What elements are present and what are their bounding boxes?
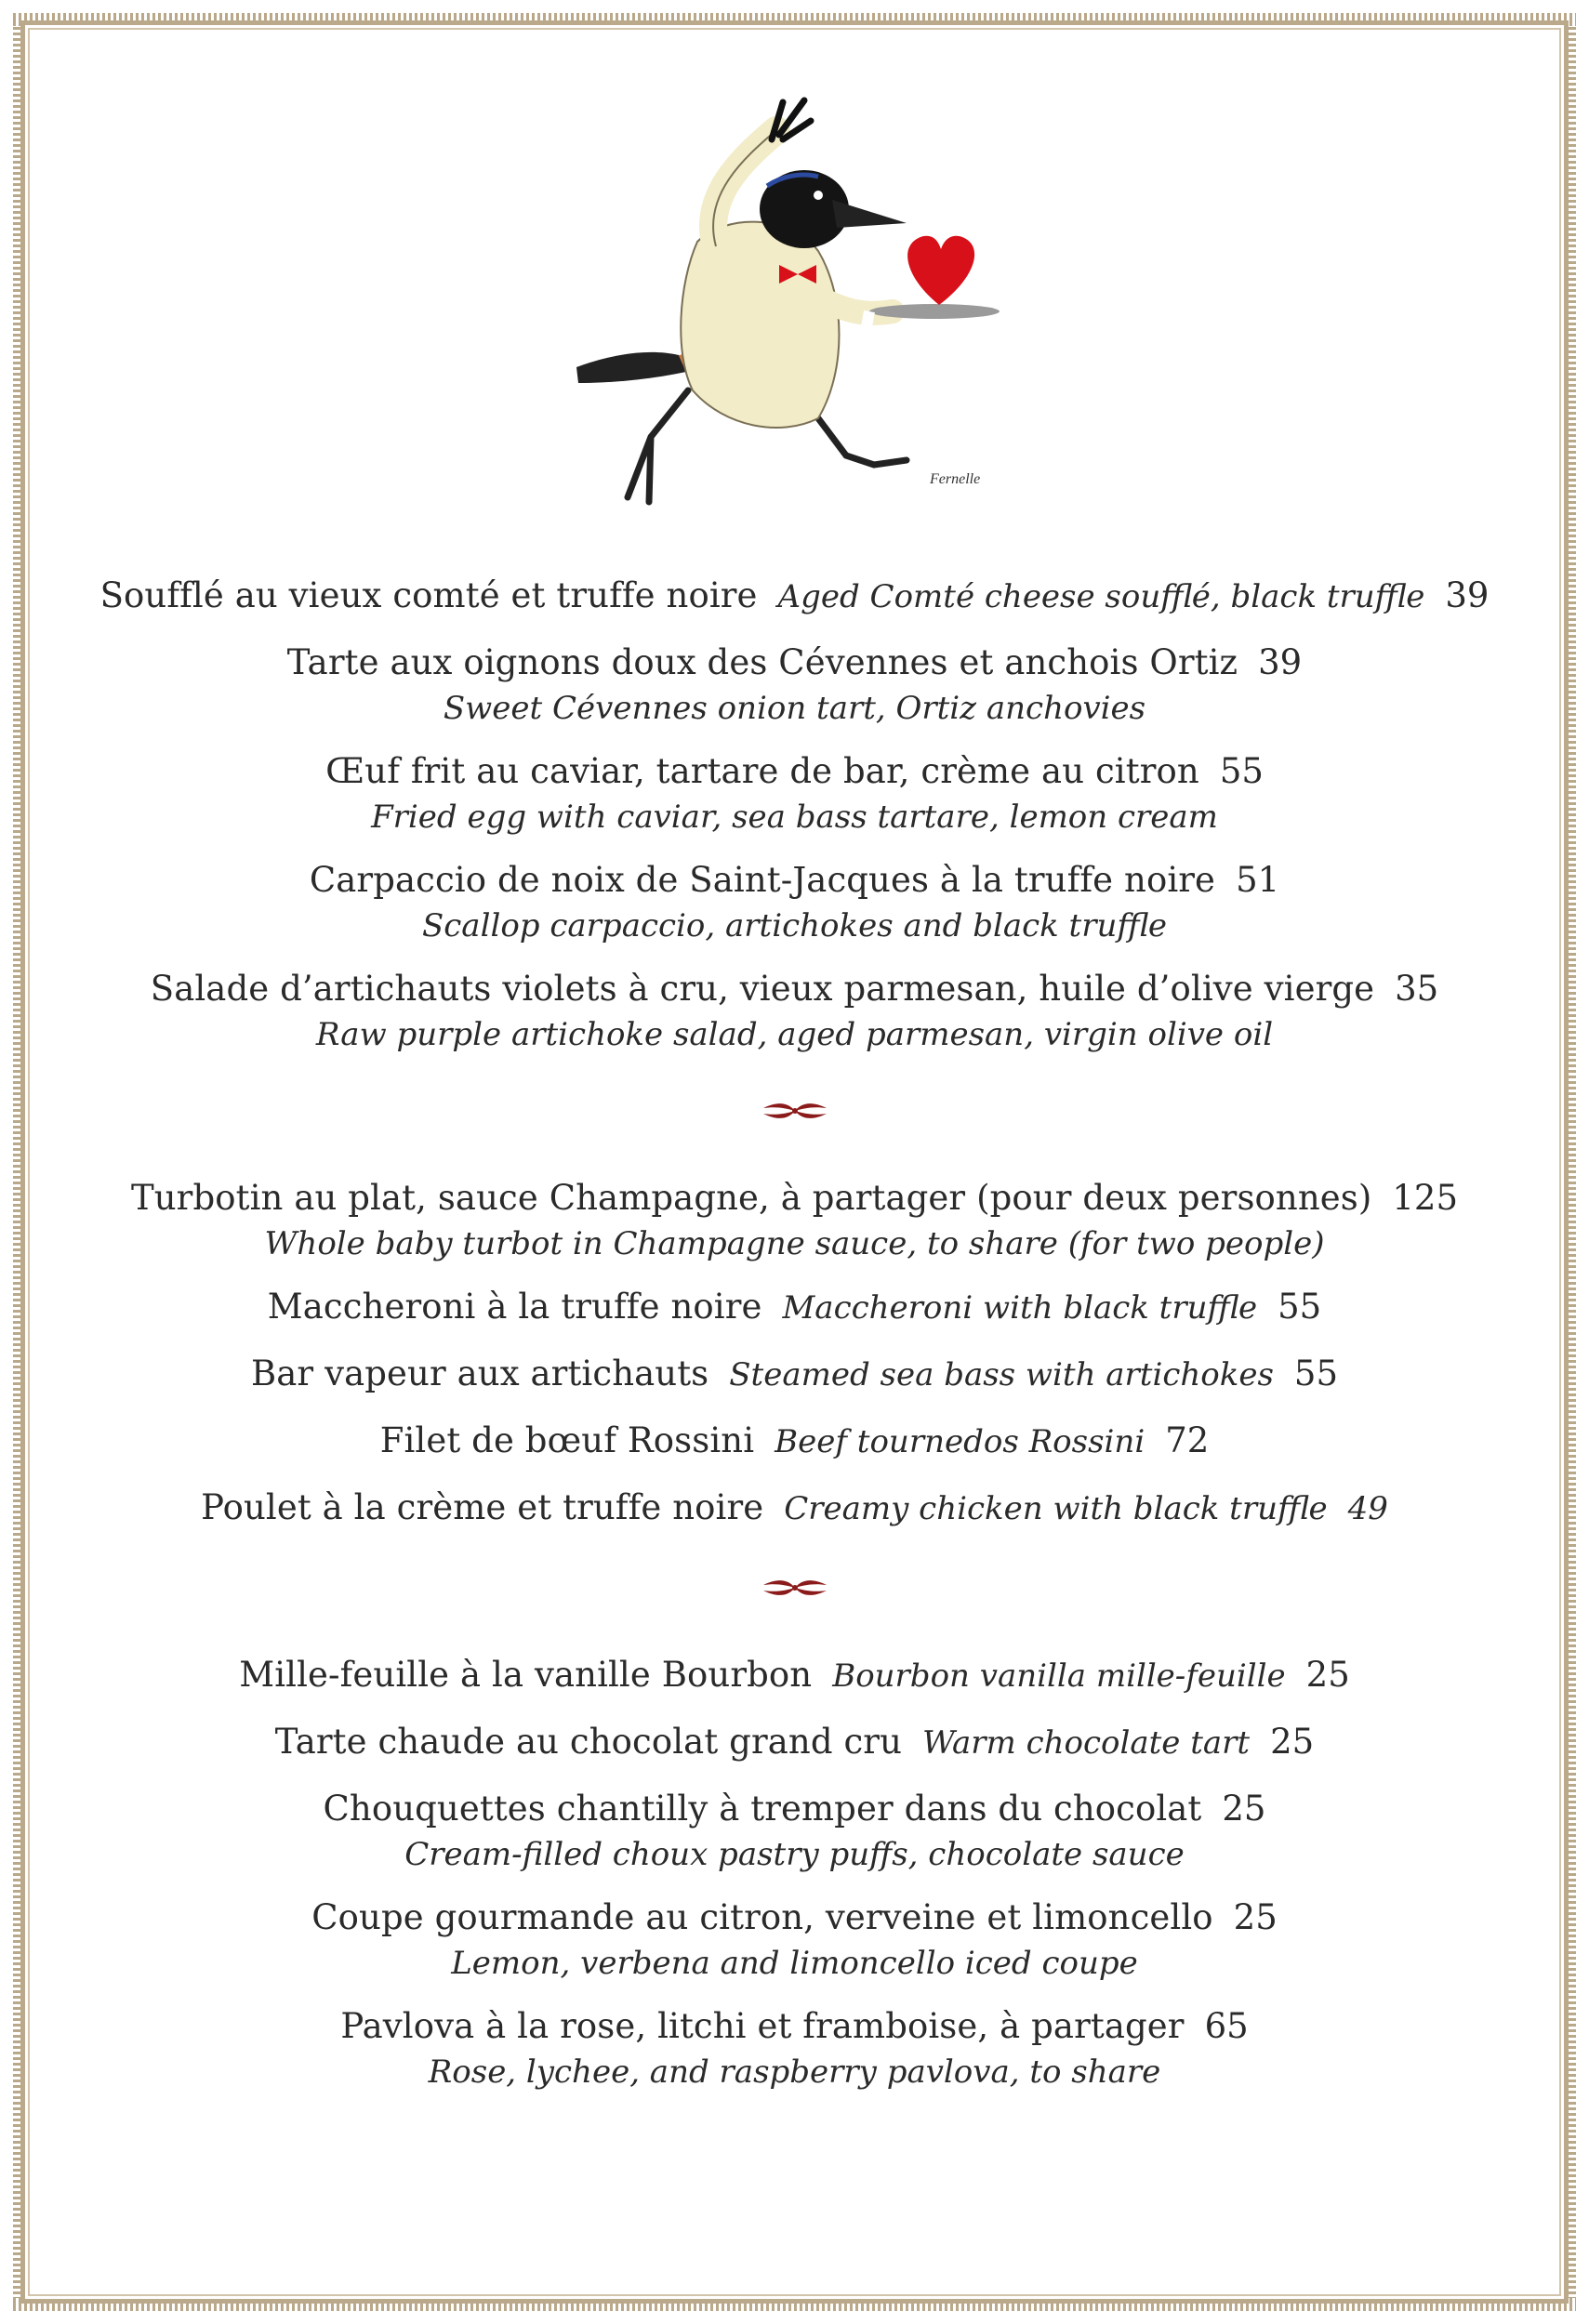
dish-english-name: Maccheroni with black truffle <box>782 1289 1258 1327</box>
menu-list <box>56 572 1533 2111</box>
dish-english-name: Aged Comté cheese soufflé, black truffle <box>777 578 1425 615</box>
desserts-section <box>56 1651 1533 2093</box>
dish-price: 55 <box>1293 1353 1339 1393</box>
dish-french-name: Tarte aux oignons doux des Cévennes et anchois Ortiz <box>286 642 1238 682</box>
dish-price: 72 <box>1165 1420 1210 1460</box>
starters-section <box>56 572 1533 1056</box>
menu-item <box>56 1174 1533 1265</box>
dish-english-name: Steamed sea bass with artichokes <box>729 1356 1274 1393</box>
ornament-icon <box>758 1097 832 1125</box>
dish-price: 25 <box>1222 1789 1266 1829</box>
menu-item <box>56 1651 1533 1700</box>
dish-french-name: Maccheroni à la truffe noire <box>267 1287 762 1327</box>
artist-signature: Fernelle <box>930 471 981 487</box>
magpie-waiter-illustration <box>539 84 1060 521</box>
dish-english-name: Sweet Cévennes onion tart, Ortiz anchovies <box>443 690 1146 727</box>
dish-english-name: Beef tournedos Rossini <box>775 1423 1145 1460</box>
dish-price: 25 <box>1270 1722 1315 1762</box>
dish-price: 125 <box>1392 1178 1459 1218</box>
dish-french-name: Tarte chaude au chocolat grand cru <box>274 1722 903 1762</box>
mains-section <box>56 1174 1533 1533</box>
menu-item <box>56 1350 1533 1399</box>
ornament-divider <box>56 1074 1533 1148</box>
dish-price: 25 <box>1305 1655 1350 1695</box>
ornament-icon <box>758 1574 832 1602</box>
dish-english-name: Bourbon vanilla mille-feuille <box>832 1657 1286 1695</box>
menu-item <box>56 1484 1533 1533</box>
dish-english-name: Rose, lychee, and raspberry pavlova, to share <box>428 2053 1161 2091</box>
menu-item <box>56 856 1533 947</box>
dish-french-name: Coupe gourmande au citron, verveine et limoncello <box>311 1897 1213 1937</box>
menu-item <box>56 572 1533 621</box>
menu-item <box>56 1785 1533 1876</box>
dish-price: 55 <box>1278 1287 1322 1327</box>
menu-item <box>56 1894 1533 1985</box>
ornament-divider <box>56 1551 1533 1625</box>
dish-price: 55 <box>1219 751 1264 791</box>
menu-item <box>56 2002 1533 2093</box>
dish-french-name: Poulet à la crème et truffe noire <box>201 1487 764 1527</box>
dish-french-name: Mille-feuille à la vanille Bourbon <box>239 1655 813 1695</box>
dish-english-name: Cream-filled choux pastry puffs, chocolate sauce <box>404 1836 1185 1873</box>
dish-french-name: Carpaccio de noix de Saint-Jacques à la truffe noire <box>309 860 1216 900</box>
dish-french-name: Œuf frit au caviar, tartare de bar, crème au citron <box>325 751 1199 791</box>
dish-english-name: Warm chocolate tart <box>922 1724 1251 1762</box>
menu-item <box>56 1417 1533 1466</box>
dish-english-name: Lemon, verbena and limoncello iced coupe <box>451 1945 1138 1982</box>
dish-french-name: Pavlova à la rose, litchi et framboise, à partager <box>340 2006 1185 2046</box>
menu-item <box>56 965 1533 1056</box>
dish-price: 49 <box>1347 1490 1388 1527</box>
dish-french-name: Salade d’artichauts violets à cru, vieux parmesan, huile d’olive vierge <box>150 969 1375 1009</box>
dish-price: 65 <box>1204 2006 1249 2046</box>
menu-item <box>56 1718 1533 1767</box>
dish-french-name: Soufflé au vieux comté et truffe noire <box>99 575 758 615</box>
dish-french-name: Turbotin au plat, sauce Champagne, à partager (pour deux personnes) <box>130 1178 1372 1218</box>
menu-item <box>56 639 1533 730</box>
dish-english-name: Raw purple artichoke salad, aged parmesan, virgin olive oil <box>315 1016 1274 1053</box>
dish-french-name: Chouquettes chantilly à tremper dans du chocolat <box>323 1789 1202 1829</box>
dish-english-name: Whole baby turbot in Champagne sauce, to share (for two people) <box>264 1225 1325 1262</box>
dish-price: 39 <box>1258 642 1303 682</box>
dish-english-name: Creamy chicken with black truffle <box>784 1490 1328 1527</box>
dish-french-name: Bar vapeur aux artichauts <box>250 1353 709 1393</box>
dish-french-name: Filet de bœuf Rossini <box>379 1420 755 1460</box>
dish-price: 35 <box>1395 969 1439 1009</box>
dish-price: 39 <box>1445 575 1490 615</box>
menu-item <box>56 1283 1533 1332</box>
dish-english-name: Scallop carpaccio, artichokes and black truffle <box>421 907 1168 944</box>
menu-item <box>56 747 1533 838</box>
dish-price: 51 <box>1236 860 1280 900</box>
dish-price: 25 <box>1233 1897 1278 1937</box>
dish-english-name: Fried egg with caviar, sea bass tartare, lemon cream <box>371 799 1218 836</box>
